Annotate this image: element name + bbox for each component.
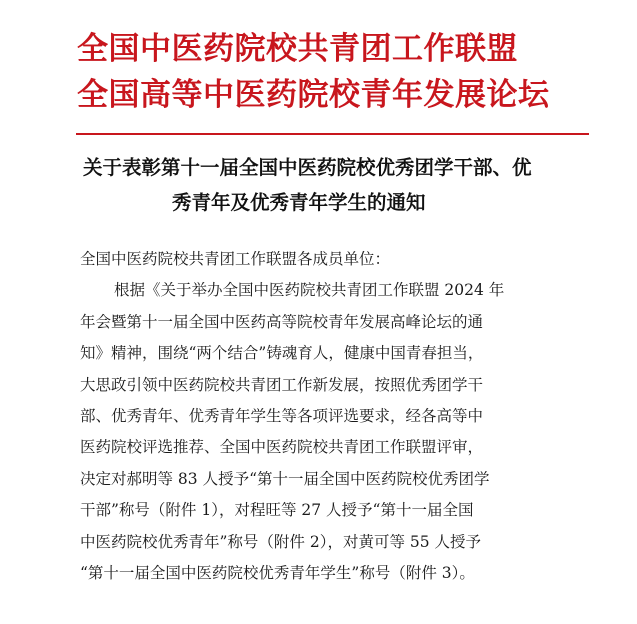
paragraph-line: 干部”称号（附件 1），对程旺等 27 人授予“第十一届全国 <box>80 501 474 520</box>
salutation: 全国中医药院校共青团工作联盟各成员单位： <box>80 250 391 268</box>
letterhead-line-2: 全国高等中医药院校青年发展论坛 <box>77 77 550 113</box>
notice-title-line-1: 关于表彰第十一届全国中医药院校优秀团学干部、优 <box>83 156 532 179</box>
paragraph-line: 年会暨第十一届全国中医药高等院校青年发展高峰论坛的通 <box>80 312 484 331</box>
notice-body <box>80 244 560 589</box>
paragraph-line: 中医药院校优秀青年”称号（附件 2），对黄可等 55 人授予 <box>80 532 482 551</box>
paragraph-line: 根据《关于举办全国中医药院校共青团工作联盟 2024 年 <box>114 281 505 300</box>
letterhead <box>0 26 637 118</box>
notice-title-line-2: 秀青年及优秀青年学生的通知 <box>172 191 426 214</box>
letterhead-line-1: 全国中医药院校共青团工作联盟 <box>77 31 518 67</box>
notice-title <box>0 150 637 220</box>
paragraph-line: 决定对郝明等 83 人授予“第十一届全国中医药院校优秀团学 <box>80 469 490 488</box>
paragraph-line: 大思政引领中医药院校共青团工作新发展，按照优秀团学干 <box>80 375 484 394</box>
paragraph-line: 知》精神，围绕“两个结合”铸魂育人，健康中国青春担当， <box>80 344 484 363</box>
paragraph-line: “第十一届全国中医药院校优秀青年学生”称号（附件 3）。 <box>80 563 475 582</box>
paragraph-line: 医药院校评选推荐、全国中医药院校共青团工作联盟评审， <box>80 438 484 457</box>
paragraph-line: 部、优秀青年、优秀青年学生等各项评选要求，经各高等中 <box>80 406 484 425</box>
letterhead-divider <box>76 133 589 135</box>
